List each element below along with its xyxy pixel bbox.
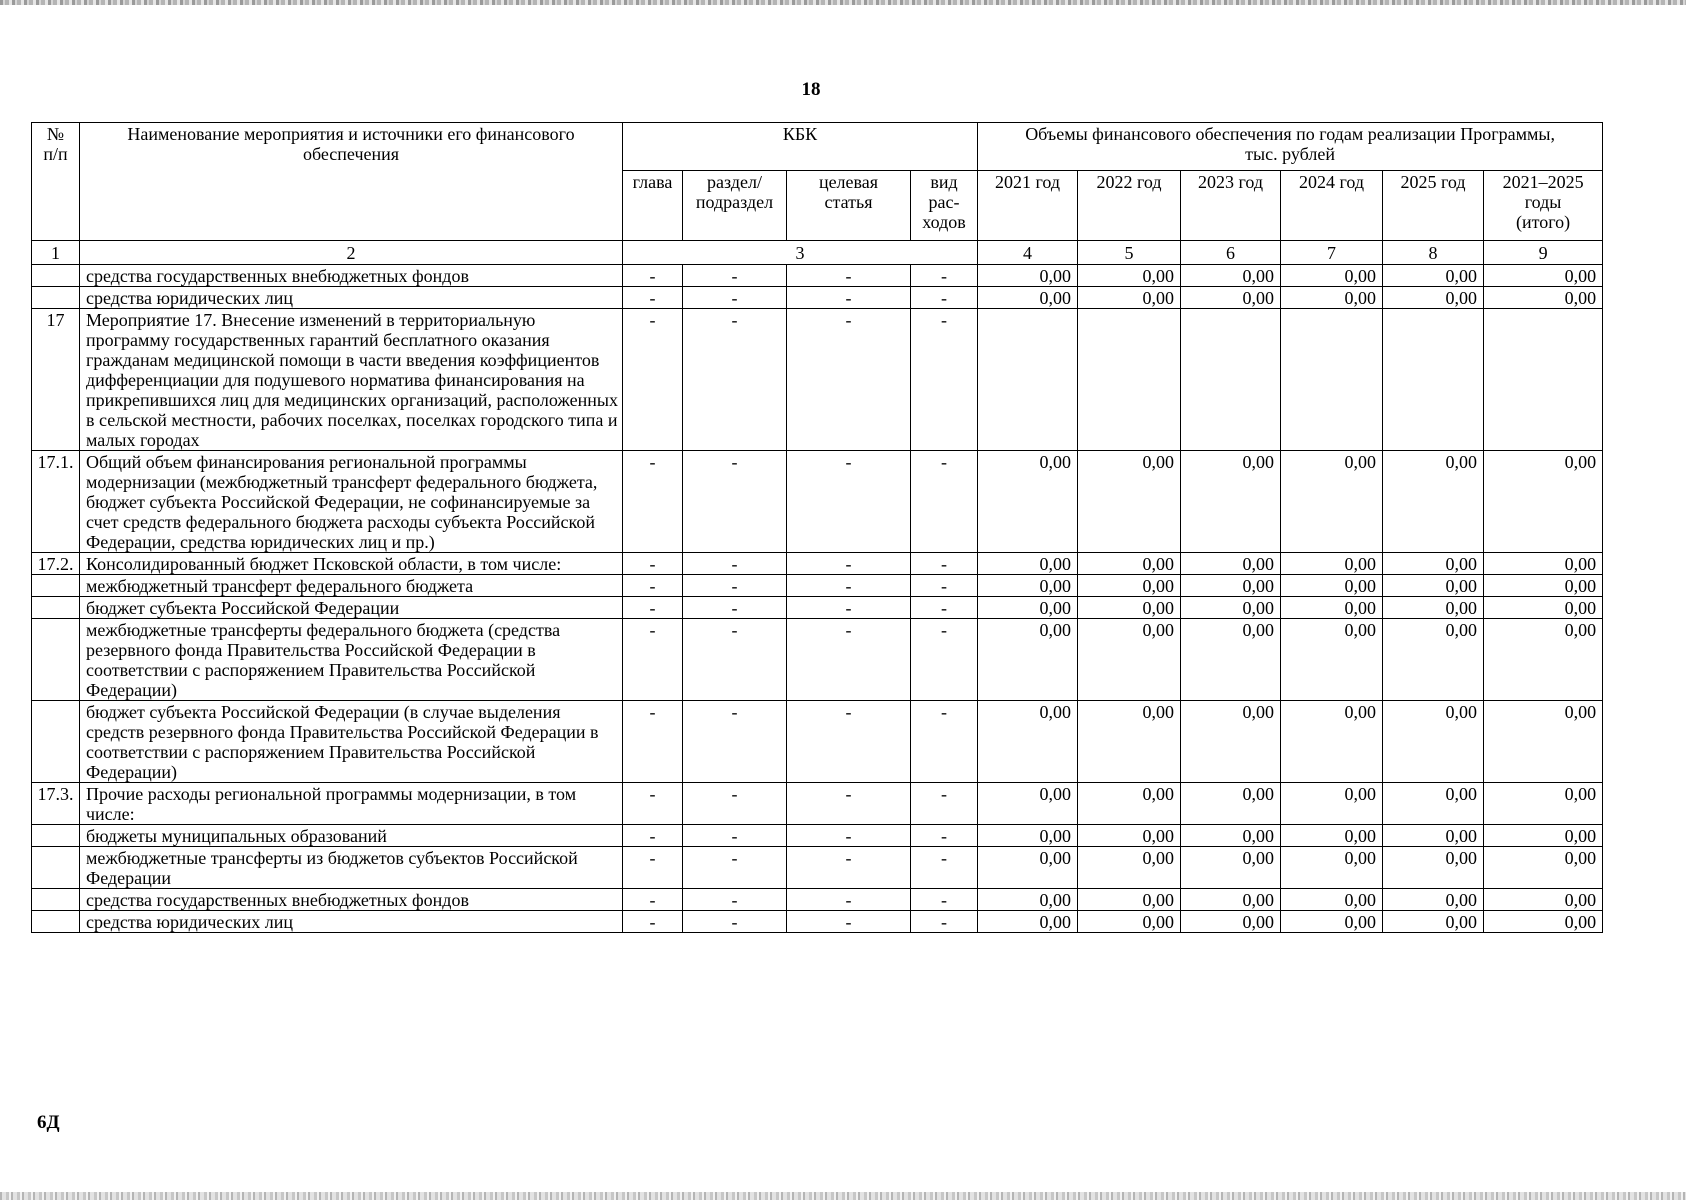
row-value-2025: 0,00 (1383, 619, 1484, 701)
row-value-total: 0,00 (1484, 553, 1603, 575)
row-glava: - (623, 825, 683, 847)
row-razdel: - (683, 825, 787, 847)
row-value-2023: 0,00 (1181, 783, 1281, 825)
row-glava: - (623, 309, 683, 451)
table-row (32, 575, 1603, 597)
row-celevaya: - (787, 825, 911, 847)
row-celevaya: - (787, 451, 911, 553)
row-razdel: - (683, 847, 787, 889)
row-name: межбюджетные трансферты из бюджетов субъектов Российской Федерации (80, 847, 623, 889)
row-razdel: - (683, 309, 787, 451)
row-value-2025: 0,00 (1383, 287, 1484, 309)
colnum-8: 8 (1383, 241, 1484, 265)
row-razdel: - (683, 701, 787, 783)
row-glava: - (623, 783, 683, 825)
header-year-2022: 2022 год (1078, 171, 1181, 241)
table-row (32, 619, 1603, 701)
row-value-2021 (978, 309, 1078, 451)
header-year-2024: 2024 год (1281, 171, 1383, 241)
row-value-2023: 0,00 (1181, 597, 1281, 619)
row-glava: - (623, 597, 683, 619)
colnum-5: 5 (1078, 241, 1181, 265)
row-value-2022: 0,00 (1078, 265, 1181, 287)
row-glava: - (623, 451, 683, 553)
table-row (32, 597, 1603, 619)
row-value-2024 (1281, 309, 1383, 451)
row-number: 17.1. (32, 451, 80, 553)
row-value-2025: 0,00 (1383, 575, 1484, 597)
row-value-total: 0,00 (1484, 889, 1603, 911)
row-celevaya: - (787, 783, 911, 825)
row-value-total: 0,00 (1484, 847, 1603, 889)
row-number (32, 597, 80, 619)
row-value-2025: 0,00 (1383, 911, 1484, 933)
row-value-2021: 0,00 (978, 575, 1078, 597)
row-name: средства государственных внебюджетных фондов (80, 889, 623, 911)
row-celevaya: - (787, 701, 911, 783)
row-vid: - (911, 553, 978, 575)
row-value-2024: 0,00 (1281, 701, 1383, 783)
row-glava: - (623, 575, 683, 597)
row-razdel: - (683, 553, 787, 575)
row-razdel: - (683, 265, 787, 287)
row-value-2023: 0,00 (1181, 911, 1281, 933)
row-celevaya: - (787, 575, 911, 597)
row-value-total: 0,00 (1484, 783, 1603, 825)
header-year-2021: 2021 год (978, 171, 1078, 241)
row-value-2022: 0,00 (1078, 575, 1181, 597)
row-value-2021: 0,00 (978, 265, 1078, 287)
row-razdel: - (683, 287, 787, 309)
row-value-2024: 0,00 (1281, 597, 1383, 619)
row-glava: - (623, 889, 683, 911)
row-number (32, 619, 80, 701)
table-row (32, 553, 1603, 575)
row-vid: - (911, 701, 978, 783)
row-value-2021: 0,00 (978, 287, 1078, 309)
row-vid: - (911, 265, 978, 287)
row-name: бюджет субъекта Российской Федерации (в случае выделения средств резервного фонда Правительства Российской Федерации в соответствии с распоряжением Правительства Российской Федерации) (80, 701, 623, 783)
table-body (32, 265, 1603, 933)
row-value-total: 0,00 (1484, 619, 1603, 701)
row-name: средства государственных внебюджетных фондов (80, 265, 623, 287)
row-vid: - (911, 451, 978, 553)
row-glava: - (623, 553, 683, 575)
row-glava: - (623, 619, 683, 701)
row-value-2022: 0,00 (1078, 597, 1181, 619)
row-value-2021: 0,00 (978, 701, 1078, 783)
colnum-1: 1 (32, 241, 80, 265)
row-razdel: - (683, 597, 787, 619)
table-row (32, 783, 1603, 825)
row-value-2025: 0,00 (1383, 265, 1484, 287)
table-row (32, 309, 1603, 451)
colnum-4: 4 (978, 241, 1078, 265)
row-number (32, 265, 80, 287)
row-name: бюджет субъекта Российской Федерации (80, 597, 623, 619)
row-value-2023: 0,00 (1181, 287, 1281, 309)
header-kbk: КБК (623, 123, 978, 171)
row-number: 17.2. (32, 553, 80, 575)
row-name: средства юридических лиц (80, 911, 623, 933)
row-value-2024: 0,00 (1281, 575, 1383, 597)
row-vid: - (911, 619, 978, 701)
header-total: 2021–2025 годы (итого) (1484, 171, 1603, 241)
row-value-2021: 0,00 (978, 847, 1078, 889)
row-value-2025: 0,00 (1383, 825, 1484, 847)
row-name: межбюджетный трансферт федерального бюджета (80, 575, 623, 597)
row-value-2022: 0,00 (1078, 847, 1181, 889)
row-value-2023: 0,00 (1181, 825, 1281, 847)
row-value-2022: 0,00 (1078, 889, 1181, 911)
row-value-2022 (1078, 309, 1181, 451)
row-value-2023: 0,00 (1181, 575, 1281, 597)
table-row (32, 287, 1603, 309)
row-number (32, 287, 80, 309)
row-value-2022: 0,00 (1078, 783, 1181, 825)
row-value-2021: 0,00 (978, 911, 1078, 933)
row-value-2025: 0,00 (1383, 783, 1484, 825)
page-number: 18 (801, 79, 821, 100)
row-celevaya: - (787, 309, 911, 451)
row-celevaya: - (787, 553, 911, 575)
row-number (32, 847, 80, 889)
row-vid: - (911, 825, 978, 847)
colnum-2: 2 (80, 241, 623, 265)
row-value-2022: 0,00 (1078, 451, 1181, 553)
table-row (32, 265, 1603, 287)
row-name: Консолидированный бюджет Псковской области, в том числе: (80, 553, 623, 575)
row-value-total: 0,00 (1484, 451, 1603, 553)
row-glava: - (623, 287, 683, 309)
row-value-2025: 0,00 (1383, 451, 1484, 553)
row-value-2022: 0,00 (1078, 287, 1181, 309)
row-vid: - (911, 847, 978, 889)
row-value-total: 0,00 (1484, 597, 1603, 619)
row-value-2021: 0,00 (978, 889, 1078, 911)
row-value-2021: 0,00 (978, 597, 1078, 619)
colnum-9: 9 (1484, 241, 1603, 265)
footer-code: 6Д (37, 1112, 60, 1133)
header-glava: глава (623, 171, 683, 241)
row-razdel: - (683, 619, 787, 701)
row-name: средства юридических лиц (80, 287, 623, 309)
row-glava: - (623, 265, 683, 287)
row-value-2024: 0,00 (1281, 847, 1383, 889)
row-value-2021: 0,00 (978, 825, 1078, 847)
row-razdel: - (683, 451, 787, 553)
row-value-2024: 0,00 (1281, 911, 1383, 933)
row-value-total: 0,00 (1484, 575, 1603, 597)
row-razdel: - (683, 911, 787, 933)
row-razdel: - (683, 889, 787, 911)
table-header (32, 123, 1603, 265)
row-vid: - (911, 911, 978, 933)
row-vid: - (911, 783, 978, 825)
header-celevaya: целевая статья (787, 171, 911, 241)
row-name: Мероприятие 17. Внесение изменений в территориальную программу государственных гарантий бесплатного оказания гражданам медицинской помощи в части введения коэффициентов дифференциации для подушевого норматива финансирования на прикрепившихся лиц для медицинских организаций, расположенных в сельской местности, рабочих поселках, поселках городского типа и малых городах (80, 309, 623, 451)
row-value-2023: 0,00 (1181, 889, 1281, 911)
row-name: Прочие расходы региональной программы модернизации, в том числе: (80, 783, 623, 825)
table-row (32, 451, 1603, 553)
row-value-2023: 0,00 (1181, 451, 1281, 553)
row-value-2024: 0,00 (1281, 451, 1383, 553)
row-value-2023: 0,00 (1181, 265, 1281, 287)
table-row (32, 847, 1603, 889)
table-row (32, 825, 1603, 847)
row-name: межбюджетные трансферты федерального бюджета (средства резервного фонда Правительства Российской Федерации в соответствии с распоряжением Правительства Российской Федерации) (80, 619, 623, 701)
header-year-2023: 2023 год (1181, 171, 1281, 241)
row-value-2025: 0,00 (1383, 847, 1484, 889)
row-value-2025: 0,00 (1383, 701, 1484, 783)
header-name: Наименование мероприятия и источники его финансового обеспечения (80, 123, 623, 241)
header-volumes: Объемы финансового обеспечения по годам реализации Программы, тыс. рублей (978, 123, 1603, 171)
row-vid: - (911, 309, 978, 451)
row-value-2023: 0,00 (1181, 619, 1281, 701)
row-name: Общий объем финансирования региональной программы модернизации (межбюджетный трансферт федерального бюджета, бюджет субъекта Российской Федерации, не софинансируемые за счет средств федерального бюджета расходы субъекта Российской Федерации, средства юридических лиц и пр.) (80, 451, 623, 553)
row-name: бюджеты муниципальных образований (80, 825, 623, 847)
row-value-2022: 0,00 (1078, 911, 1181, 933)
row-value-total: 0,00 (1484, 265, 1603, 287)
row-value-2025: 0,00 (1383, 597, 1484, 619)
row-value-2022: 0,00 (1078, 619, 1181, 701)
row-celevaya: - (787, 287, 911, 309)
row-celevaya: - (787, 619, 911, 701)
table-row (32, 701, 1603, 783)
row-value-2023 (1181, 309, 1281, 451)
colnum-7: 7 (1281, 241, 1383, 265)
row-value-total (1484, 309, 1603, 451)
row-celevaya: - (787, 265, 911, 287)
row-number: 17.3. (32, 783, 80, 825)
column-numbering-row (32, 241, 1603, 265)
row-value-2022: 0,00 (1078, 701, 1181, 783)
row-vid: - (911, 889, 978, 911)
row-value-2024: 0,00 (1281, 619, 1383, 701)
row-value-2021: 0,00 (978, 553, 1078, 575)
header-vid: вид рас-ходов (911, 171, 978, 241)
row-razdel: - (683, 783, 787, 825)
row-value-total: 0,00 (1484, 701, 1603, 783)
row-value-2024: 0,00 (1281, 287, 1383, 309)
row-value-2024: 0,00 (1281, 825, 1383, 847)
row-number (32, 701, 80, 783)
row-value-2025: 0,00 (1383, 889, 1484, 911)
colnum-6: 6 (1181, 241, 1281, 265)
row-vid: - (911, 597, 978, 619)
row-celevaya: - (787, 889, 911, 911)
row-value-2021: 0,00 (978, 783, 1078, 825)
table-row (32, 889, 1603, 911)
row-value-total: 0,00 (1484, 287, 1603, 309)
row-value-2023: 0,00 (1181, 701, 1281, 783)
row-celevaya: - (787, 911, 911, 933)
header-razdel: раздел/ подраздел (683, 171, 787, 241)
row-value-2024: 0,00 (1281, 553, 1383, 575)
row-vid: - (911, 287, 978, 309)
row-glava: - (623, 701, 683, 783)
row-number (32, 575, 80, 597)
row-celevaya: - (787, 597, 911, 619)
row-value-total: 0,00 (1484, 825, 1603, 847)
row-razdel: - (683, 575, 787, 597)
row-value-2024: 0,00 (1281, 783, 1383, 825)
row-value-2023: 0,00 (1181, 847, 1281, 889)
row-value-2024: 0,00 (1281, 265, 1383, 287)
row-value-2021: 0,00 (978, 451, 1078, 553)
row-value-2023: 0,00 (1181, 553, 1281, 575)
colnum-3: 3 (623, 241, 978, 265)
row-value-total: 0,00 (1484, 911, 1603, 933)
row-number: 17 (32, 309, 80, 451)
row-value-2025: 0,00 (1383, 553, 1484, 575)
row-number (32, 889, 80, 911)
row-number (32, 911, 80, 933)
financing-table (31, 122, 1603, 933)
scan-edge-top (0, 0, 1686, 5)
header-year-2025: 2025 год (1383, 171, 1484, 241)
row-glava: - (623, 847, 683, 889)
row-value-2024: 0,00 (1281, 889, 1383, 911)
row-celevaya: - (787, 847, 911, 889)
row-value-2022: 0,00 (1078, 825, 1181, 847)
row-glava: - (623, 911, 683, 933)
row-value-2025 (1383, 309, 1484, 451)
row-number (32, 825, 80, 847)
table-row (32, 911, 1603, 933)
header-num: № п/п (32, 123, 80, 241)
row-vid: - (911, 575, 978, 597)
row-value-2021: 0,00 (978, 619, 1078, 701)
row-value-2022: 0,00 (1078, 553, 1181, 575)
scan-edge-bottom (0, 1192, 1686, 1200)
